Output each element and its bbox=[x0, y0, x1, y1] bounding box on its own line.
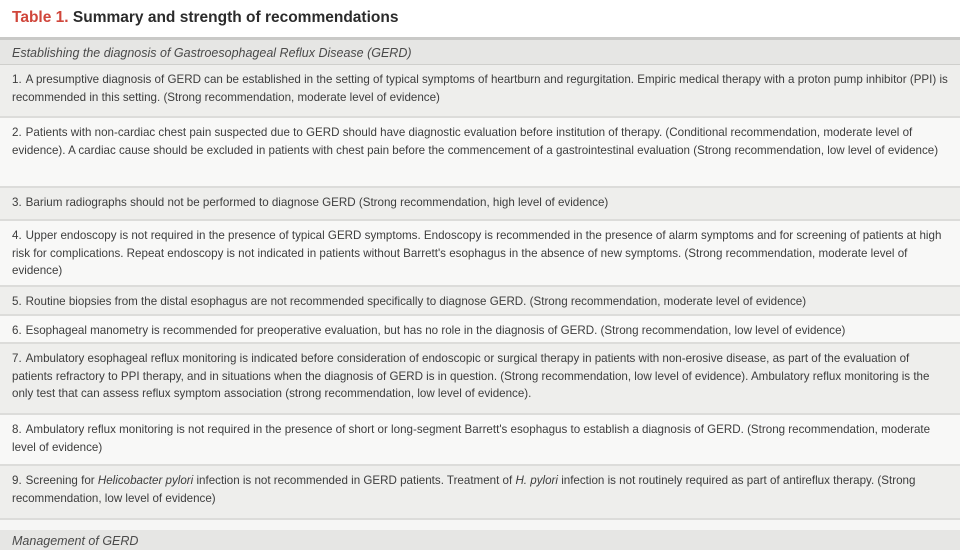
recommendation-row-8 bbox=[0, 415, 960, 466]
row-text-italic: H. pylori bbox=[515, 474, 558, 487]
recommendation-row-4 bbox=[0, 221, 960, 287]
row-text-part: infection is not recommended in GERD patients. Treatment of bbox=[193, 474, 516, 487]
row-number: 4. bbox=[12, 229, 22, 242]
row-text: Patients with non-cardiac chest pain suspected due to GERD should have diagnostic evaluation before institution of therapy. (Conditional recommendation, moderate level of evidence). A cardiac cause should be excluded in patients with chest pain before the commencement of a gastrointestinal evaluation (Strong recommendation, low level of evidence) bbox=[12, 126, 939, 157]
row-text-part: infection is not routinely required as part of antireflux therapy. (Strong recommendation, low level of evidence) bbox=[12, 474, 916, 505]
row-number: 7. bbox=[12, 352, 22, 365]
table-title-text: Summary and strength of recommendations bbox=[72, 9, 399, 26]
row-number: 6. bbox=[12, 324, 22, 337]
row-number: 9. bbox=[12, 474, 22, 487]
row-text: Upper endoscopy is not required in the presence of typical GERD symptoms. Endoscopy is recommended in the presence of alarm symptoms and for screening of patients at high risk for complications. Repeat endoscopy is not indicated in patients without Barrett's esophagus in the absence of new symptoms. (Strong recommendation, moderate level of evidence) bbox=[12, 229, 942, 277]
recommendation-row-7 bbox=[0, 344, 960, 415]
row-text: Ambulatory reflux monitoring is not required in the presence of short or long-segment Barrett's esophagus to establish a diagnosis of GERD. (Strong recommendation, moderate level of evidence) bbox=[12, 423, 931, 454]
row-text: Ambulatory esophageal reflux monitoring is indicated before consideration of endoscopic or surgical therapy in patients with non-erosive disease, as part of the evaluation of patients refractory to PPI therapy, and in situations when the diagnosis of GERD is in question. (Strong recommendation, low level of evidence). Ambulatory reflux monitoring is the only test that can assess reflux symptom association (strong recommendation, low level of evidence). bbox=[12, 352, 930, 400]
row-number: 3. bbox=[12, 196, 22, 209]
row-text-part: Screening for bbox=[25, 474, 98, 487]
recommendation-row-9 bbox=[0, 466, 960, 520]
recommendation-row-2 bbox=[0, 118, 960, 188]
table-number-label: Table 1. bbox=[12, 9, 69, 26]
row-text-italic: Helicobacter pylori bbox=[97, 474, 194, 487]
row-text: Esophageal manometry is recommended for preoperative evaluation, but has no role in the diagnosis of GERD. (Strong recommendation, low level of evidence) bbox=[25, 324, 846, 337]
row-number: 1. bbox=[12, 73, 22, 86]
row-text: Barium radiographs should not be performed to diagnose GERD (Strong recommendation, high level of evidence) bbox=[25, 196, 609, 209]
recommendation-row-1 bbox=[0, 65, 960, 118]
row-number: 8. bbox=[12, 423, 22, 436]
recommendation-row-3 bbox=[0, 188, 960, 221]
recommendation-row-6 bbox=[0, 316, 960, 344]
table-title bbox=[0, 0, 960, 40]
recommendation-row-5 bbox=[0, 287, 960, 316]
row-text: Routine biopsies from the distal esophagus are not recommended specifically to diagnose GERD. (Strong recommendation, moderate level of evidence) bbox=[25, 295, 807, 308]
row-number: 2. bbox=[12, 126, 22, 139]
row-text: A presumptive diagnosis of GERD can be established in the setting of typical symptoms of heartburn and regurgitation. Empiric medical therapy with a proton pump inhibitor (PPI) is recommended in this setting. (Strong recommendation, moderate level of evidence) bbox=[12, 73, 948, 104]
row-number: 5. bbox=[12, 295, 22, 308]
section-header-diagnosis: Establishing the diagnosis of Gastroesophageal Reflux Disease (GERD) bbox=[0, 40, 960, 65]
section-header-management: Management of GERD bbox=[0, 530, 960, 550]
